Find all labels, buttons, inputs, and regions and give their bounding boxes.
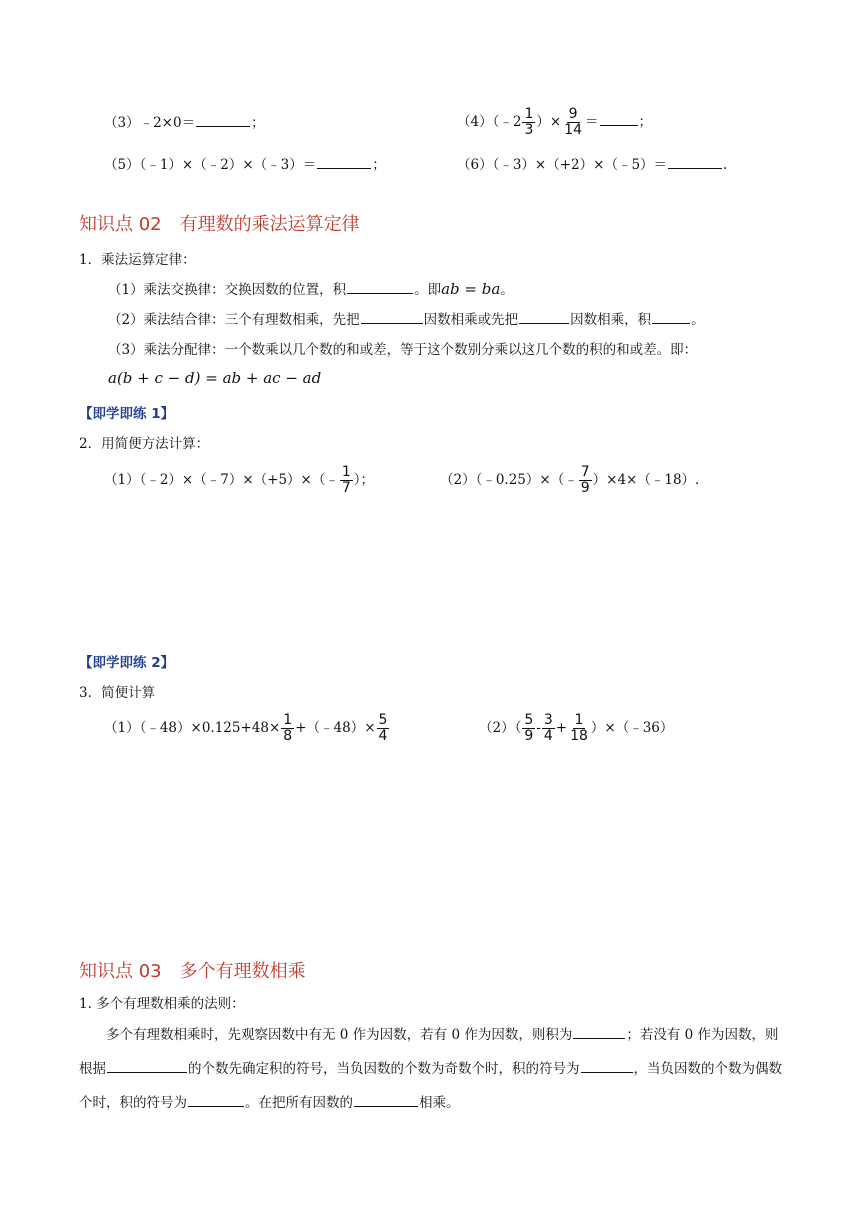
law-distributive: （3）乘法分配律：一个数乘以几个数的和或差，等于这个数别分乘以这几个数的积的和或差。即： [108,342,698,358]
fraction [522,107,535,138]
exercise-6 [457,154,727,175]
paragraph-text: 多个有理数相乘时，先观察因数中有无 0 作为因数，若有 0 作为因数，则积为 [106,1027,573,1043]
fraction [579,465,592,496]
exercise-4 [457,107,652,138]
paragraph-text: 的个数先确定积的符号，当负因数的个数为奇数个时，积的符号为 [188,1061,580,1077]
law-associative-end: 。 [691,312,705,328]
exercise-5-text: （5）（﹣1）×（﹣2）×（﹣3）＝ [104,157,317,173]
problem-text: （1）（﹣2）×（﹣7）×（+5）×（﹣ [104,472,339,488]
practice-1-problem-1 [104,465,374,496]
fraction [568,713,590,744]
section-03-item-1: 1. 多个有理数相乘的法则： [79,996,245,1012]
fraction-denominator: 4 [543,728,553,744]
fraction-numerator: 5 [378,712,388,728]
fraction-numerator: 3 [543,712,553,728]
answer-blank [600,111,638,126]
problem-end: ）×4×（﹣18）. [592,472,700,488]
answer-blank [196,112,250,127]
fraction [542,713,555,744]
fraction-numerator: 1 [341,464,351,480]
law-associative-mid1: 因数相乘或先把 [423,312,519,328]
exercise-5 [104,154,386,175]
section-03-paragraph [79,1018,790,1120]
answer-blank [354,1092,418,1107]
exercise-3 [104,112,265,133]
practice-2-problem-2 [479,713,673,744]
fraction [522,713,535,744]
practice-1-label: 【即学即练 1】 [79,406,175,422]
answer-blank [347,279,413,294]
answer-blank [652,309,690,324]
fraction-numerator: 7 [580,464,590,480]
exercise-4-end: ； [638,114,652,130]
fraction-numerator: 1 [574,712,584,728]
fraction-numerator: 5 [524,712,534,728]
fraction-numerator: 1 [524,106,534,122]
paragraph-text: ；若没有 0 作为因数，则根据 [79,1027,779,1077]
practice-2-problem-1 [104,713,390,744]
fraction-denominator: 8 [283,728,293,744]
law-distributive-formula: a(b + c − d) = ab + ac − ad [108,369,322,387]
problem-text: （2）（﹣0.25）×（﹣ [440,472,578,488]
fraction-numerator: 1 [283,712,293,728]
fraction-denominator: 9 [524,728,534,744]
paragraph-text: ，当负因数的个数为偶数个时，积的符号为 [79,1061,782,1111]
answer-blank [519,309,569,324]
problem-end: ）； [353,472,375,488]
answer-blank [188,1092,244,1107]
fraction-denominator: 7 [341,480,351,496]
problem-mid: +（﹣48）× [295,720,376,736]
answer-blank [317,154,371,169]
practice-2-label: 【即学即练 2】 [79,655,175,671]
problem-end: ）×（﹣36） [590,720,674,736]
practice-1-problem-2 [440,465,699,496]
exercise-3-text: （3）﹣2×0＝ [104,115,196,131]
equals-sign: ＝ [585,114,599,130]
plus-sign: + [555,720,568,736]
exercise-6-text: （6）（﹣3）×（+2）×（﹣5）＝ [457,157,668,173]
law-commutative-formula: ab = ba [441,280,501,298]
problem-text: （1）（﹣48）×0.125+48× [104,720,281,736]
exercise-5-end: ； [372,157,386,173]
law-associative-mid2: 因数相乘，积 [570,312,652,328]
exercise-6-end: . [723,157,728,173]
fraction-denominator: 14 [564,122,582,138]
law-associative-text: （2）乘法结合律：三个有理数相乘，先把 [108,312,360,328]
law-associative [108,309,705,330]
answer-blank [668,154,722,169]
paragraph-text: 。在把所有因数的 [245,1095,353,1111]
law-commutative-text: （1）乘法交换律：交换因数的位置，积 [108,282,347,298]
fraction-denominator: 9 [580,480,590,496]
law-commutative-end: 。 [500,282,514,298]
minus-sign: - [536,720,541,736]
fraction [562,107,584,138]
problem-text: （2）（ [479,720,522,736]
exercise-4-text: （4）（﹣2 [457,114,522,130]
answer-blank [107,1058,187,1073]
fraction-denominator: 18 [570,728,588,744]
fraction-denominator: 3 [524,122,534,138]
section-02-heading: 知识点 02 有理数的乘法运算定律 [79,214,360,235]
exercise-3-end: ； [251,115,265,131]
fraction-numerator: 9 [568,106,578,122]
paragraph-text: 相乘。 [419,1095,460,1111]
exercise-4-mid: ）× [536,114,562,130]
answer-blank [361,309,423,324]
section-02-item-1: 1．乘法运算定律： [79,252,196,268]
fraction [281,713,294,744]
practice-1-question: 2．用简便方法计算： [79,436,210,452]
answer-blank [573,1024,625,1039]
section-03-heading: 知识点 03 多个有理数相乘 [79,961,306,982]
practice-2-question: 3．简便计算 [79,685,156,701]
fraction [377,713,390,744]
fraction [340,465,353,496]
answer-blank [581,1058,633,1073]
law-commutative [108,279,514,300]
fraction-denominator: 4 [378,728,388,744]
law-commutative-post: 。即 [414,282,442,298]
